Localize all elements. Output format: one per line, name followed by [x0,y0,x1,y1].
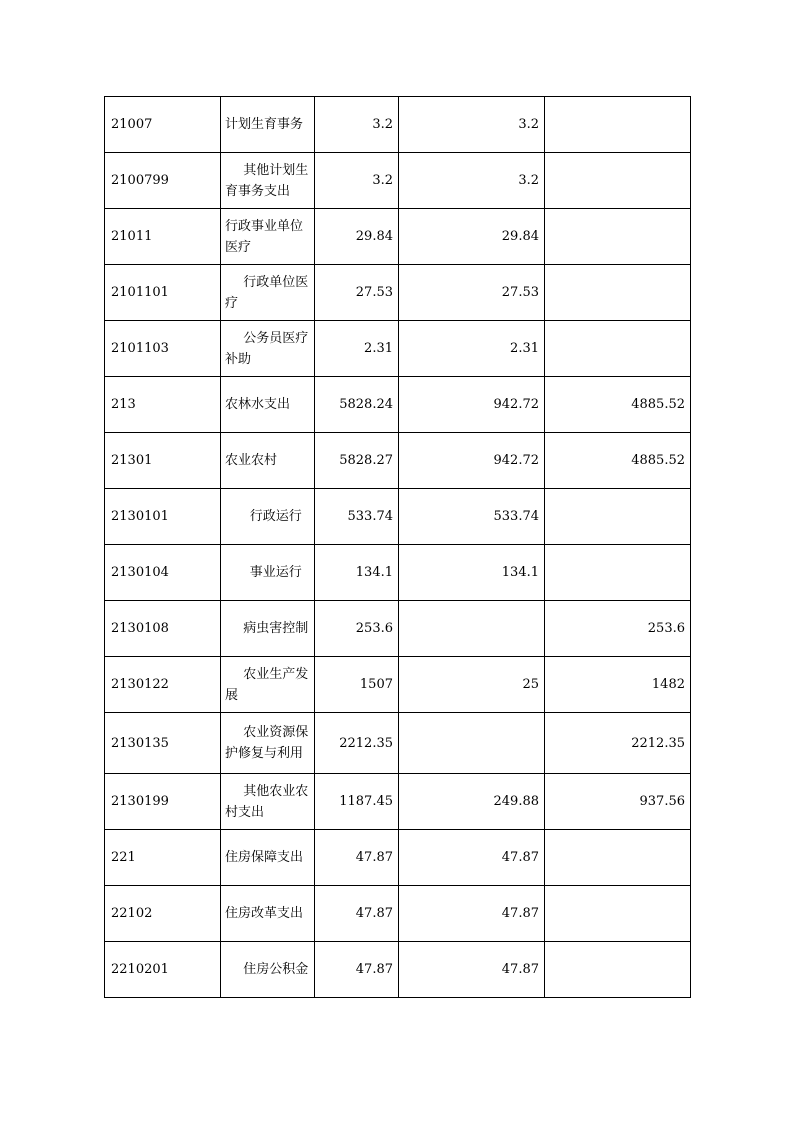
cell-project-expenditure [545,97,691,153]
table-row [105,377,691,433]
cell-subject-code: 22102 [105,886,221,942]
cell-total: 5828.27 [315,433,399,489]
cell-project-expenditure: 4885.52 [545,377,691,433]
cell-project-expenditure [545,886,691,942]
cell-project-expenditure [545,209,691,265]
cell-subject-name: 行政单位医疗 [221,265,315,321]
cell-subject-code: 21007 [105,97,221,153]
cell-project-expenditure [545,942,691,998]
cell-total: 134.1 [315,545,399,601]
cell-basic-expenditure [399,601,545,657]
cell-subject-name: 行政运行 [221,489,315,545]
cell-basic-expenditure: 942.72 [399,433,545,489]
cell-basic-expenditure: 47.87 [399,942,545,998]
cell-basic-expenditure: 942.72 [399,377,545,433]
cell-subject-code: 2130101 [105,489,221,545]
table-row [105,601,691,657]
cell-total: 533.74 [315,489,399,545]
table-body [105,97,691,998]
cell-subject-name: 其他农业农村支出 [221,774,315,830]
table-row [105,545,691,601]
cell-project-expenditure [545,830,691,886]
cell-subject-name: 住房保障支出 [221,830,315,886]
cell-subject-name: 其他计划生育事务支出 [221,153,315,209]
cell-subject-name: 计划生育事务 [221,97,315,153]
cell-subject-code: 221 [105,830,221,886]
cell-total: 1187.45 [315,774,399,830]
budget-table [104,96,691,998]
cell-total: 5828.24 [315,377,399,433]
cell-basic-expenditure: 47.87 [399,830,545,886]
table-row [105,886,691,942]
cell-total: 1507 [315,657,399,713]
cell-basic-expenditure: 249.88 [399,774,545,830]
cell-basic-expenditure [399,713,545,774]
table-row [105,265,691,321]
cell-subject-name: 农业资源保护修复与利用 [221,713,315,774]
table-row [105,774,691,830]
cell-subject-code: 213 [105,377,221,433]
cell-project-expenditure [545,545,691,601]
cell-total: 253.6 [315,601,399,657]
cell-basic-expenditure: 3.2 [399,153,545,209]
cell-basic-expenditure: 27.53 [399,265,545,321]
cell-project-expenditure: 253.6 [545,601,691,657]
cell-subject-code: 21301 [105,433,221,489]
cell-basic-expenditure: 47.87 [399,886,545,942]
cell-subject-name: 农业生产发展 [221,657,315,713]
cell-project-expenditure [545,489,691,545]
cell-subject-code: 21011 [105,209,221,265]
cell-total: 29.84 [315,209,399,265]
table-row [105,97,691,153]
cell-subject-code: 2101103 [105,321,221,377]
cell-total: 3.2 [315,97,399,153]
cell-subject-name: 行政事业单位医疗 [221,209,315,265]
cell-subject-name: 住房公积金 [221,942,315,998]
table-row [105,713,691,774]
cell-project-expenditure [545,321,691,377]
cell-project-expenditure [545,265,691,321]
cell-basic-expenditure: 134.1 [399,545,545,601]
cell-total: 27.53 [315,265,399,321]
cell-project-expenditure: 937.56 [545,774,691,830]
cell-subject-name: 农业农村 [221,433,315,489]
cell-subject-code: 2130135 [105,713,221,774]
cell-basic-expenditure: 3.2 [399,97,545,153]
cell-subject-name: 事业运行 [221,545,315,601]
cell-subject-name: 农林水支出 [221,377,315,433]
cell-subject-code: 2100799 [105,153,221,209]
cell-project-expenditure [545,153,691,209]
table-row [105,657,691,713]
table-row [105,321,691,377]
cell-subject-code: 2130199 [105,774,221,830]
cell-subject-code: 2130108 [105,601,221,657]
cell-subject-name: 病虫害控制 [221,601,315,657]
cell-total: 47.87 [315,830,399,886]
cell-basic-expenditure: 2.31 [399,321,545,377]
table-row [105,830,691,886]
cell-project-expenditure: 1482 [545,657,691,713]
cell-total: 47.87 [315,942,399,998]
cell-subject-code: 2130104 [105,545,221,601]
cell-subject-code: 2210201 [105,942,221,998]
cell-total: 2.31 [315,321,399,377]
cell-basic-expenditure: 29.84 [399,209,545,265]
cell-basic-expenditure: 25 [399,657,545,713]
cell-total: 3.2 [315,153,399,209]
table-row [105,209,691,265]
cell-total: 47.87 [315,886,399,942]
cell-basic-expenditure: 533.74 [399,489,545,545]
cell-total: 2212.35 [315,713,399,774]
cell-subject-code: 2130122 [105,657,221,713]
cell-project-expenditure: 4885.52 [545,433,691,489]
table-row [105,433,691,489]
cell-subject-name: 公务员医疗补助 [221,321,315,377]
cell-subject-name: 住房改革支出 [221,886,315,942]
table-row [105,942,691,998]
cell-subject-code: 2101101 [105,265,221,321]
table-row [105,489,691,545]
cell-project-expenditure: 2212.35 [545,713,691,774]
table-row [105,153,691,209]
